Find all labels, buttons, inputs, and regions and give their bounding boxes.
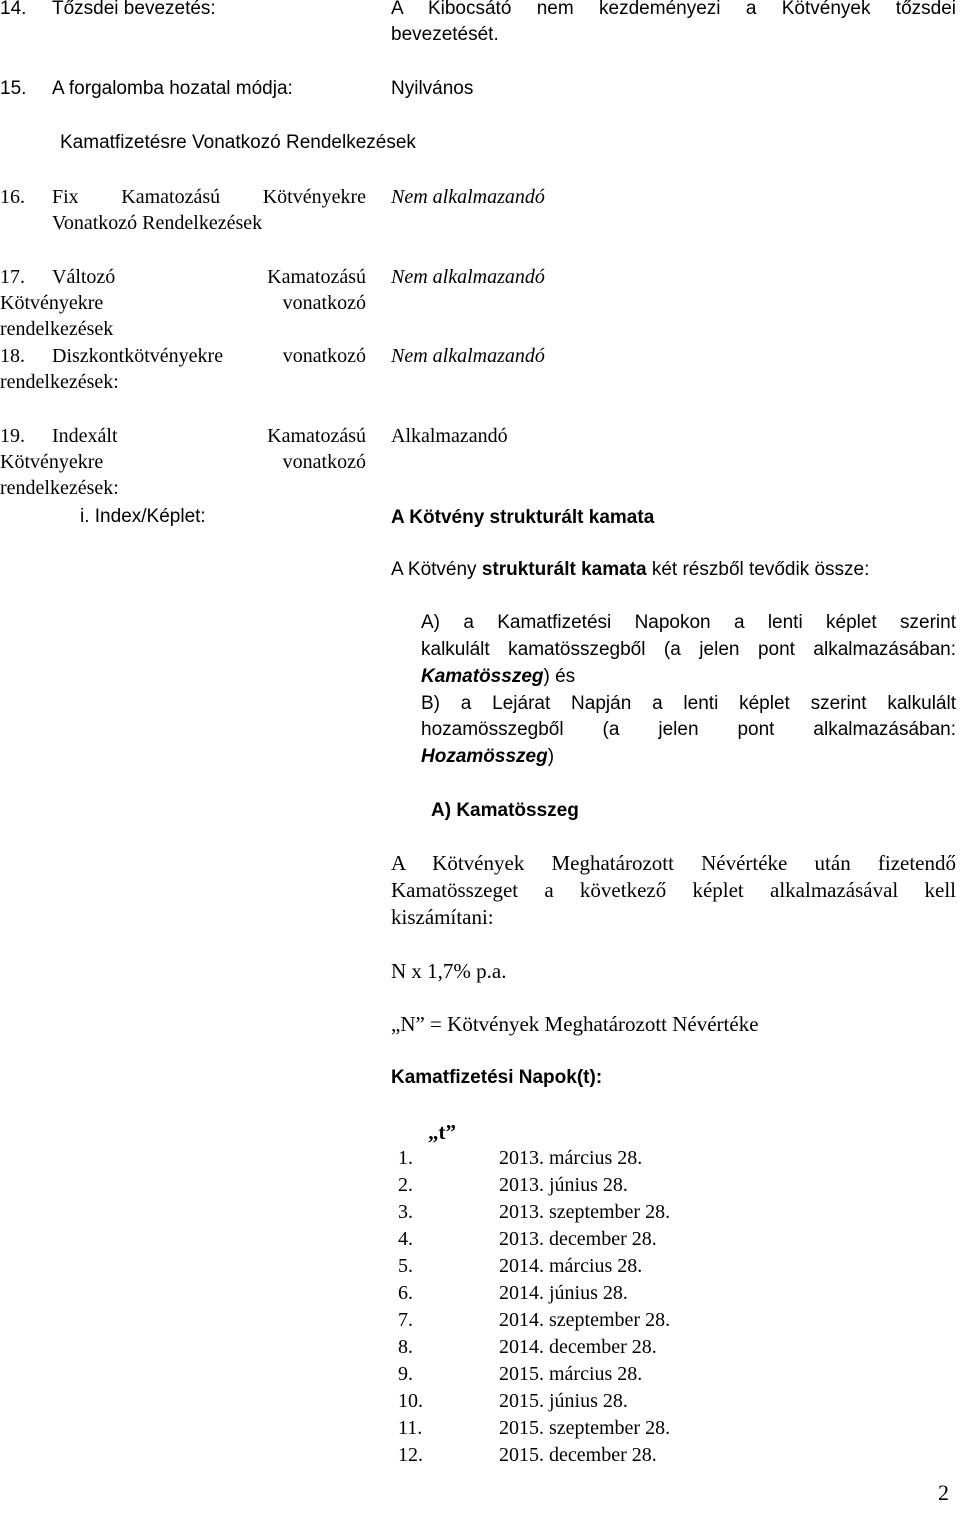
item-16-value: Nem alkalmazandó: [391, 186, 545, 208]
part-b-line2: hozamösszegből (a jelen pont alkalmazásában:: [421, 719, 956, 740]
item-17-label-line3: rendelkezések: [0, 318, 114, 340]
item-17-label-line1: Változó Kamatozású: [52, 266, 366, 288]
item-16-number: 16.: [0, 186, 25, 208]
date-row-number: 2.: [398, 1174, 413, 1196]
date-row-date: 2013. december 28.: [499, 1228, 657, 1250]
date-row-date: 2015. szeptember 28.: [499, 1417, 671, 1439]
date-row-number: 5.: [398, 1255, 413, 1277]
date-row-number: 6.: [398, 1282, 413, 1304]
page-number: 2: [938, 1480, 949, 1505]
item-15-value: Nyilvános: [391, 78, 474, 99]
item-14-number: 14.: [0, 0, 27, 19]
date-row-date: 2015. december 28.: [499, 1444, 657, 1466]
item-18-number: 18.: [0, 345, 25, 367]
item-19-label-line2: Kötvényekre vonatkozó: [0, 451, 366, 473]
date-row-date: 2014. december 28.: [499, 1336, 657, 1358]
paragraph-line3: kiszámítani:: [391, 905, 494, 929]
item-14-label: Tőzsdei bevezetés:: [52, 0, 216, 19]
paragraph-line2: Kamatösszeget a következő képlet alkalmazásával kell: [391, 878, 956, 902]
date-row-date: 2015. március 28.: [499, 1363, 643, 1385]
part-a-line1: A) a Kamatfizetési Napokon a lenti képlet szerint: [421, 612, 956, 633]
item-19-value: Alkalmazandó: [391, 425, 508, 447]
n-definition: „N” = Kötvények Meghatározott Névértéke: [391, 1012, 759, 1036]
date-row-date: 2014. szeptember 28.: [499, 1309, 671, 1331]
date-row-number: 7.: [398, 1309, 413, 1331]
part-b-line1: B) a Lejárat Napján a lenti képlet szerint kalkulált: [421, 693, 956, 714]
index-title: A Kötvény strukturált kamata: [391, 507, 655, 528]
date-row-date: 2014. március 28.: [499, 1255, 643, 1277]
item-19-number: 19.: [0, 425, 25, 447]
item-18-value: Nem alkalmazandó: [391, 345, 545, 367]
item-17-label-line2: Kötvényekre vonatkozó: [0, 292, 366, 314]
section-heading: Kamatfizetésre Vonatkozó Rendelkezések: [60, 132, 416, 153]
item-15-label: A forgalomba hozatal módja:: [52, 78, 293, 99]
date-row-number: 4.: [398, 1228, 413, 1250]
date-row-number: 8.: [398, 1336, 413, 1358]
date-row-date: 2015. június 28.: [499, 1390, 628, 1412]
formula: N x 1,7% p.a.: [391, 959, 507, 983]
date-row-number: 11.: [398, 1417, 423, 1439]
part-a-line3: Kamatösszeg) és: [421, 666, 576, 687]
t-column-header: „t”: [428, 1120, 456, 1144]
index-label: i. Index/Képlet:: [80, 506, 206, 527]
item-14-value-line1: A Kibocsátó nem kezdeményezi a Kötvények tőzsdei: [391, 0, 956, 19]
sub-heading-kamatosszeg: A) Kamatösszeg: [431, 800, 579, 821]
date-row-number: 1.: [398, 1147, 413, 1169]
item-17-value: Nem alkalmazandó: [391, 266, 545, 288]
date-row-date: 2013. június 28.: [499, 1174, 628, 1196]
item-19-label-line1: Indexált Kamatozású: [52, 425, 366, 447]
item-15-number: 15.: [0, 78, 27, 99]
item-16-label-line1: Fix Kamatozású Kötvényekre: [52, 186, 366, 208]
index-intro: A Kötvény strukturált kamata két részből tevődik össze:: [391, 559, 870, 580]
item-17-number: 17.: [0, 266, 25, 288]
part-a-line2: kalkulált kamatösszegből (a jelen pont alkalmazásában:: [421, 639, 956, 660]
date-row-number: 3.: [398, 1201, 413, 1223]
part-b-line3: Hozamösszeg): [421, 746, 555, 767]
item-16-label-line2: Vonatkozó Rendelkezések: [52, 212, 263, 234]
paragraph-line1: A Kötvények Meghatározott Névértéke után fizetendő: [391, 851, 956, 875]
dates-heading: Kamatfizetési Napok(t):: [391, 1067, 603, 1088]
item-18-label-line2: rendelkezések:: [0, 371, 119, 393]
date-row-number: 12.: [398, 1444, 423, 1466]
date-row-date: 2013. március 28.: [499, 1147, 643, 1169]
item-19-label-line3: rendelkezések:: [0, 477, 119, 499]
item-18-label-line1: Diszkontkötvényekre vonatkozó: [52, 345, 366, 367]
date-row-number: 10.: [398, 1390, 423, 1412]
item-14-value-line2: bevezetését.: [391, 24, 499, 45]
date-row-date: 2014. június 28.: [499, 1282, 628, 1304]
date-row-number: 9.: [398, 1363, 413, 1385]
date-row-date: 2013. szeptember 28.: [499, 1201, 671, 1223]
